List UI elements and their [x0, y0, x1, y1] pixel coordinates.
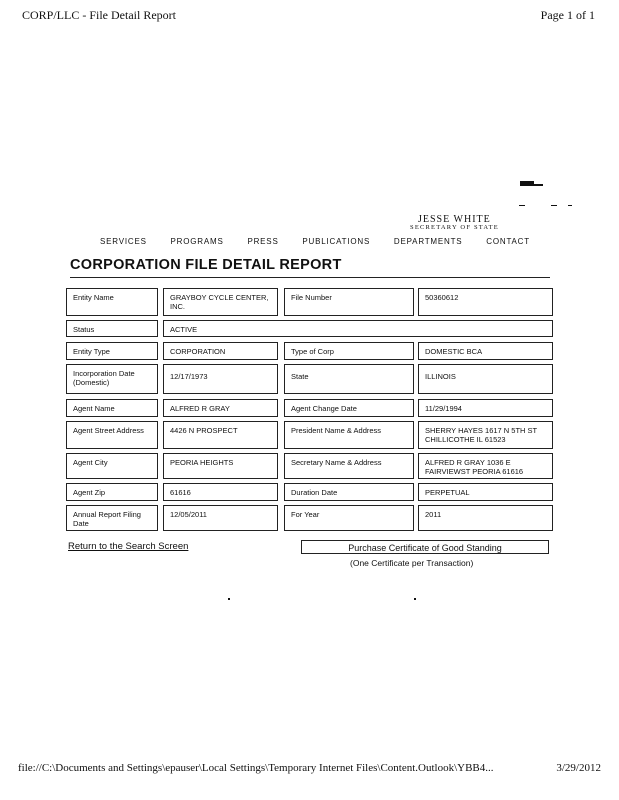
- print-footer-date: 3/29/2012: [556, 762, 601, 774]
- purchase-note: (One Certificate per Transaction): [350, 558, 474, 568]
- state-label: State: [284, 364, 414, 394]
- file-number-label: File Number: [284, 288, 414, 316]
- president-label: President Name & Address: [284, 421, 414, 449]
- nav-programs[interactable]: PROGRAMS: [170, 237, 224, 246]
- nav-contact[interactable]: CONTACT: [486, 237, 530, 246]
- agent-street-value: 4426 N PROSPECT: [163, 421, 278, 449]
- print-header-title: CORP/LLC - File Detail Report: [22, 8, 176, 22]
- agent-city-label: Agent City: [66, 453, 158, 479]
- file-number-value: 50360612: [418, 288, 553, 316]
- president-value: SHERRY HAYES 1617 N 5TH ST CHILLICOTHE IL 61523: [418, 421, 553, 449]
- agent-name-value: ALFRED R GRAY: [163, 399, 278, 417]
- title-divider: [70, 277, 550, 278]
- page-title: CORPORATION FILE DETAIL REPORT: [70, 257, 342, 273]
- agent-zip-value: 61616: [163, 483, 278, 501]
- print-header-page: Page 1 of 1: [540, 8, 595, 22]
- nav-departments[interactable]: DEPARTMENTS: [393, 237, 463, 246]
- brand-subtitle: SECRETARY OF STATE: [410, 224, 499, 231]
- scan-speck: [414, 598, 416, 600]
- agent-street-label: Agent Street Address: [66, 421, 158, 449]
- scan-speck: [228, 598, 230, 600]
- logo-fragment: [551, 205, 557, 206]
- logo-fragment: [533, 184, 543, 186]
- annual-report-label: Annual Report Filing Date: [66, 505, 158, 531]
- type-of-corp-value: DOMESTIC BCA: [418, 342, 553, 360]
- entity-name-label: Entity Name: [66, 288, 158, 316]
- agent-name-label: Agent Name: [66, 399, 158, 417]
- status-label: Status: [66, 320, 158, 337]
- main-nav: [100, 237, 530, 246]
- status-value: ACTIVE: [163, 320, 553, 337]
- incorporation-date-value: 12/17/1973: [163, 364, 278, 394]
- incorporation-date-label: Incorporation Date (Domestic): [66, 364, 158, 394]
- duration-date-value: PERPETUAL: [418, 483, 553, 501]
- secretary-value: ALFRED R GRAY 1036 E FAIRVIEWST PEORIA 61616: [418, 453, 553, 479]
- nav-publications[interactable]: PUBLICATIONS: [302, 237, 371, 246]
- for-year-value: 2011: [418, 505, 553, 531]
- purchase-certificate-button[interactable]: Purchase Certificate of Good Standing: [301, 540, 549, 554]
- logo-fragment: [520, 181, 534, 186]
- logo-fragment: [568, 205, 572, 206]
- logo-fragment: [519, 205, 525, 206]
- agent-change-date-label: Agent Change Date: [284, 399, 414, 417]
- print-footer-path: file://C:\Documents and Settings\epauser\Local Settings\Temporary Internet Files\Content.Outlook\YBB4...: [18, 762, 494, 774]
- annual-report-value: 12/05/2011: [163, 505, 278, 531]
- agent-change-date-value: 11/29/1994: [418, 399, 553, 417]
- secretary-label: Secretary Name & Address: [284, 453, 414, 479]
- agent-city-value: PEORIA HEIGHTS: [163, 453, 278, 479]
- entity-name-value: GRAYBOY CYCLE CENTER, INC.: [163, 288, 278, 316]
- agent-zip-label: Agent Zip: [66, 483, 158, 501]
- nav-press[interactable]: PRESS: [247, 237, 279, 246]
- entity-type-label: Entity Type: [66, 342, 158, 360]
- for-year-label: For Year: [284, 505, 414, 531]
- state-value: ILLINOIS: [418, 364, 553, 394]
- duration-date-label: Duration Date: [284, 483, 414, 501]
- return-to-search-link[interactable]: Return to the Search Screen: [68, 541, 189, 552]
- nav-services[interactable]: SERVICES: [100, 237, 147, 246]
- brand-name: JESSE WHITE: [418, 214, 491, 225]
- type-of-corp-label: Type of Corp: [284, 342, 414, 360]
- entity-type-value: CORPORATION: [163, 342, 278, 360]
